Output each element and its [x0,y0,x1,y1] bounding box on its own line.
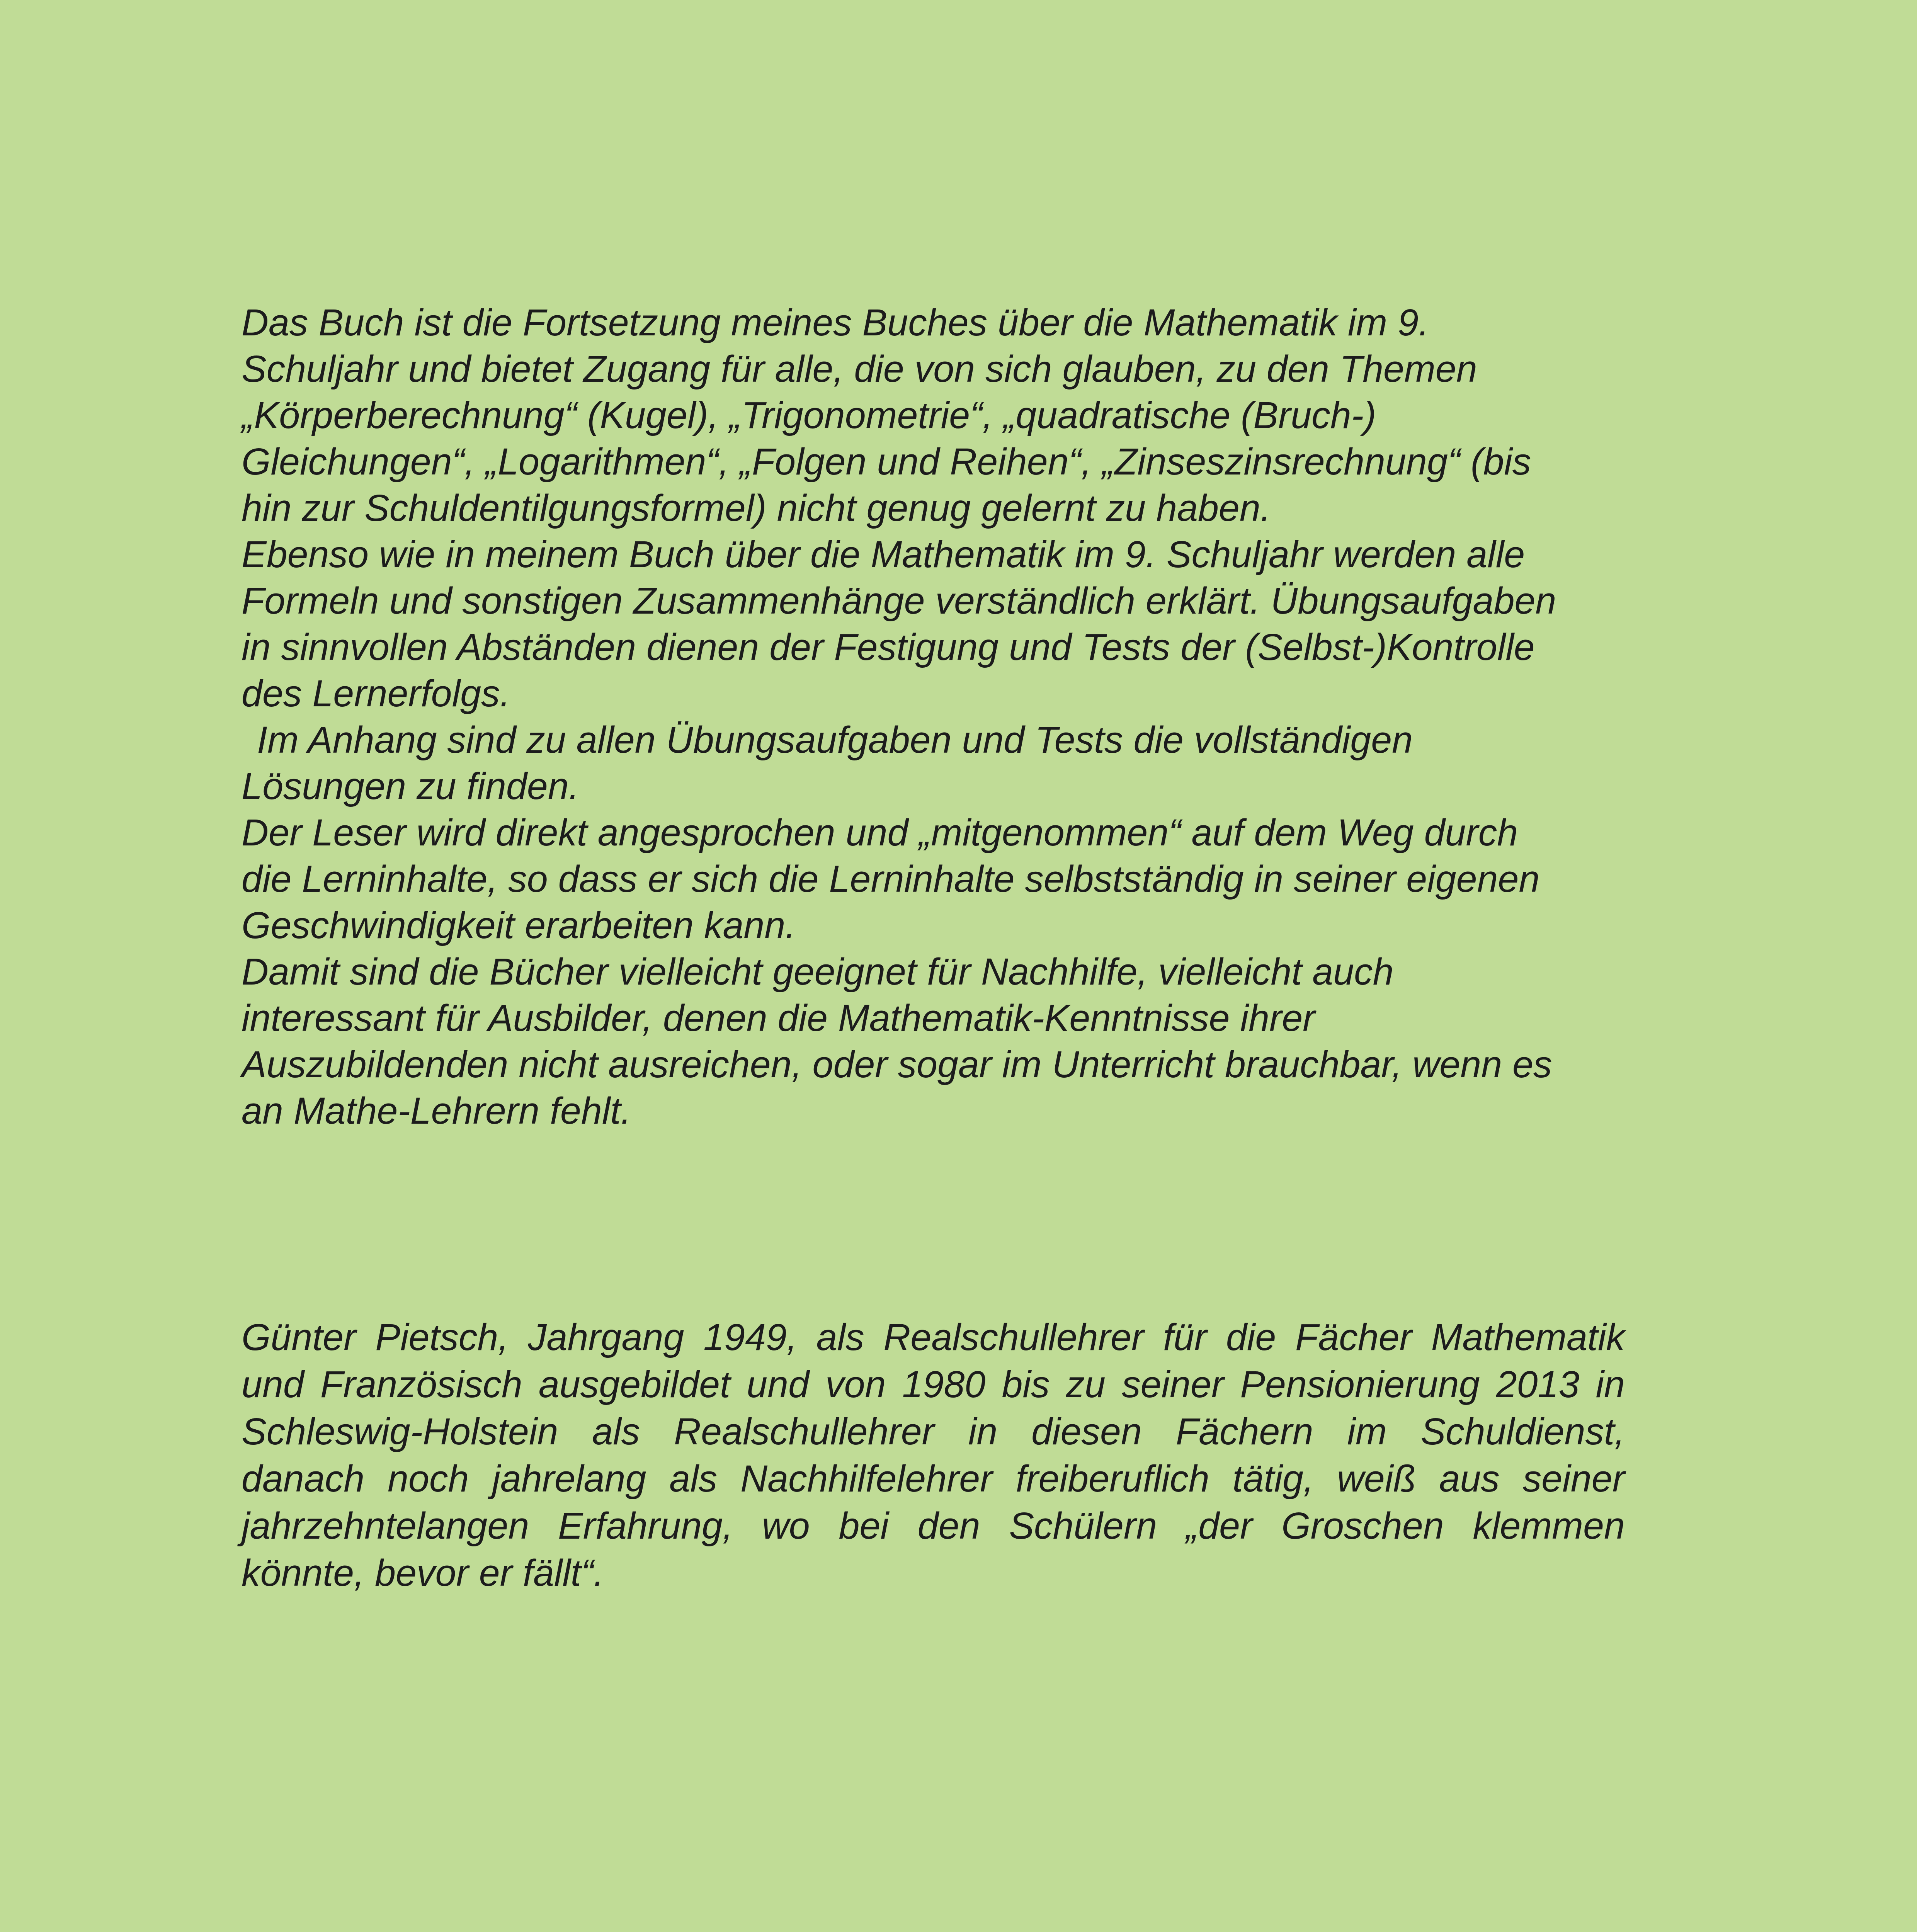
blurb-line: Auszubildenden nicht ausreichen, oder sogar im Unterricht brauchbar, wenn es [242,1043,1552,1085]
blurb-line: Damit sind die Bücher vielleicht geeignet für Nachhilfe, vielleicht auch [242,951,1394,993]
blurb-line: des Lernerfolgs. [242,672,510,714]
blurb-line: Gleichungen“, „Logarithmen“, „Folgen und Reihen“, „Zinseszinsrechnung“ (bis [242,440,1531,483]
blurb-line: interessant für Ausbilder, denen die Mathematik-Kenntnisse ihrer [242,997,1315,1039]
author-bio [242,1314,1625,1597]
blurb-text [242,299,1671,1134]
blurb-line: Geschwindigkeit erarbeiten kann. [242,904,796,946]
blurb-line: die Lerninhalte, so dass er sich die Lerninhalte selbstständig in seiner eigenen [242,858,1540,900]
blurb-line: an Mathe-Lehrern fehlt. [242,1090,631,1132]
blurb-line: Das Buch ist die Fortsetzung meines Buches über die Mathematik im 9. [242,301,1429,344]
bio-line: und Französisch ausgebildet und von 1980 bis zu seiner Pensionierung 2013 in [242,1363,1625,1405]
blurb-line: in sinnvollen Abständen dienen der Festigung und Tests der (Selbst-)Kontrolle [242,626,1535,668]
blurb-line: Lösungen zu finden. [242,765,579,807]
bio-line: jahrzehntelangen Erfahrung, wo bei den Schülern „der Groschen klemmen [242,1505,1625,1547]
blurb-line: hin zur Schuldentilgungsformel) nicht genug gelernt zu haben. [242,487,1271,529]
blurb-line: Im Anhang sind zu allen Übungsaufgaben und Tests die vollständigen [257,719,1413,761]
blurb-line: Der Leser wird direkt angesprochen und „mitgenommen“ auf dem Weg durch [242,811,1518,854]
bio-line: Günter Pietsch, Jahrgang 1949, als Realschullehrer für die Fächer Mathematik [242,1316,1625,1358]
blurb-line: „Körperberechnung“ (Kugel), „Trigonometrie“, „quadratische (Bruch-) [242,394,1376,436]
blurb-line: Schuljahr und bietet Zugang für alle, die von sich glauben, zu den Themen [242,348,1477,390]
bio-line: könnte, bevor er fällt“. [242,1552,604,1594]
blurb-line: Formeln und sonstigen Zusammenhänge verständlich erklärt. Übungsaufgaben [242,580,1556,622]
blurb-line: Ebenso wie in meinem Buch über die Mathematik im 9. Schuljahr werden alle [242,533,1525,575]
bio-line: danach noch jahrelang als Nachhilfelehrer freiberuflich tätig, weiß aus seiner [242,1458,1625,1500]
bio-line: Schleswig-Holstein als Realschullehrer in diesen Fächern im Schuldienst, [242,1410,1625,1452]
